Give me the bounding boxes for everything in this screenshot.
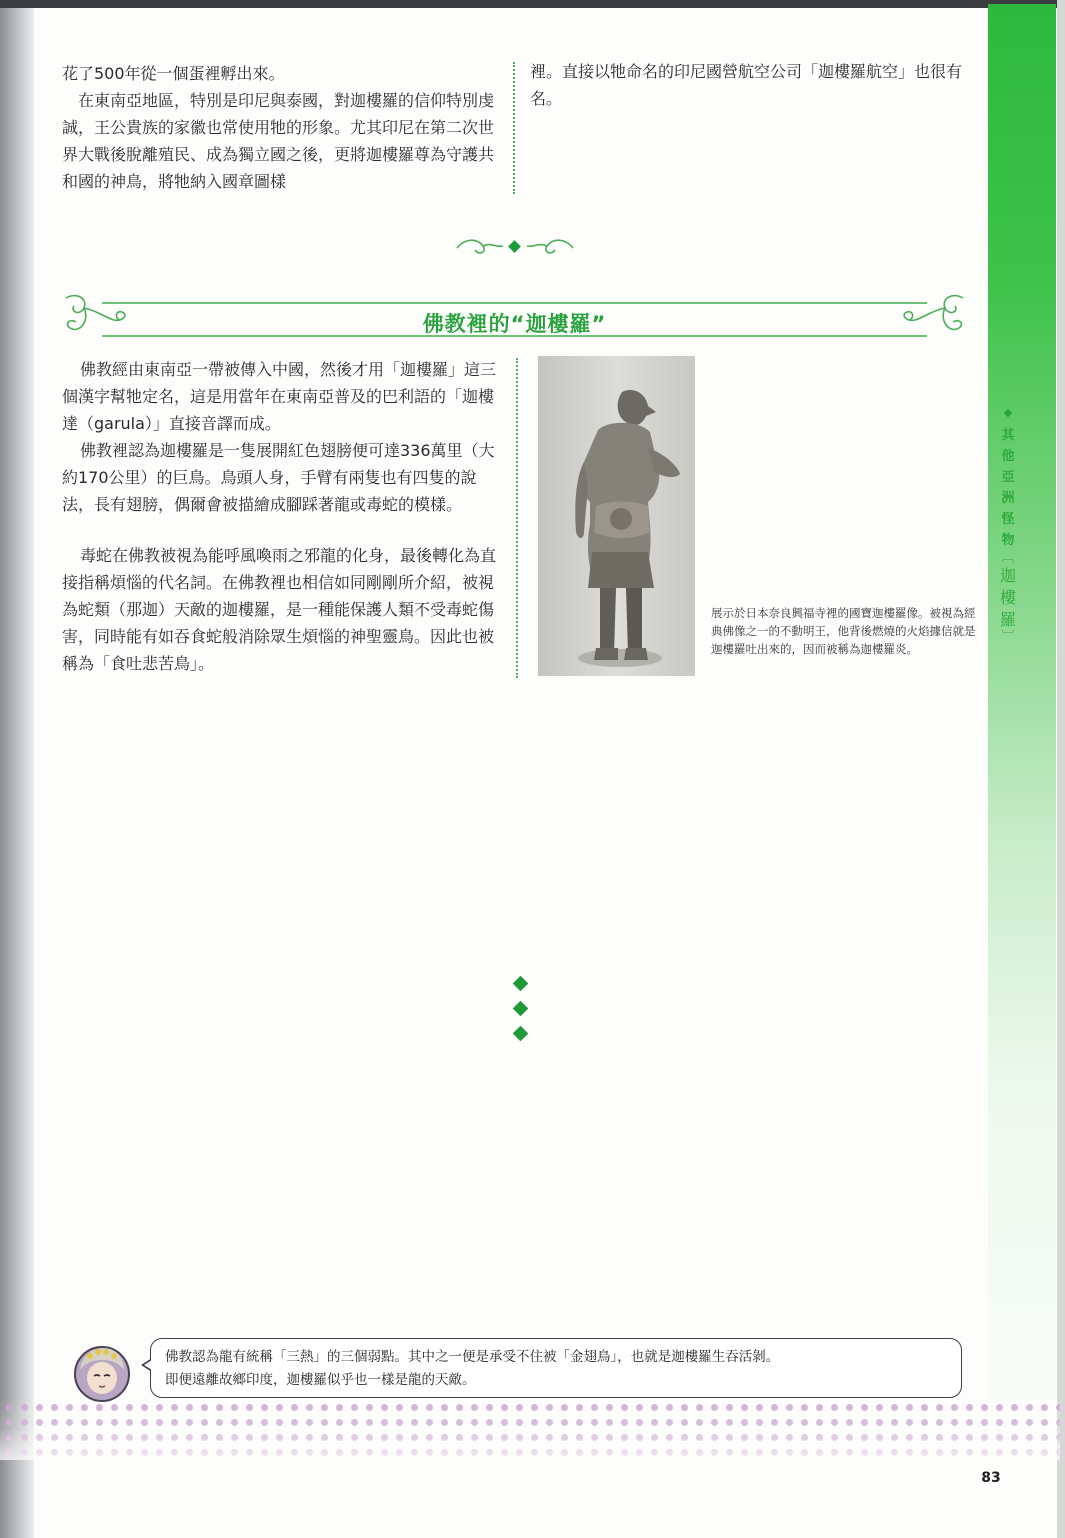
binding-shadow <box>0 0 34 1538</box>
side-nav-open-bracket: ︹ <box>1001 550 1015 565</box>
narrator-avatar <box>72 1344 132 1402</box>
tip-line: 佛教認為龍有統稱「三熱」的三個弱點。其中之一便是承受不住被「金翅鳥」，也就是迦樓羅生吞活剝。 <box>165 1349 780 1365</box>
section-title: 佛教裡的“迦樓羅” <box>422 312 607 336</box>
diamond-icon <box>513 976 529 992</box>
top-left-paragraph: 在東南亞地區，特別是印尼與泰國，對迦樓羅的信仰特別虔誠，王公貴族的家徽也常使用牠的形象。尤其印尼在第二次世界大戰後脫離殖民、成為獨立國之後，更將迦樓羅尊為守護共和國的神鳥，將牠納入國章圖樣 <box>62 91 495 191</box>
side-nav-diamond-icon: ◆ <box>1003 406 1013 419</box>
body-paragraph: 佛教經由東南亞一帶被傳入中國，然後才用「迦樓羅」這三個漢字幫牠定名，這是用當年在東南亞普及的巴利語的「迦樓達（garula）」直接音譯而成。 <box>62 360 497 433</box>
side-nav-close-bracket: ︺ <box>1001 630 1015 645</box>
side-nav-char: 亞 <box>1001 470 1015 485</box>
top-right-paragraph: 裡。直接以牠命名的印尼國營航空公司「迦樓羅航空」也很有名。 <box>530 62 963 108</box>
side-nav-subject-char: 迦 <box>999 566 1016 585</box>
side-nav-char: 其 <box>1001 428 1015 443</box>
photo-caption: 展示於日本奈良興福寺裡的國寶迦樓羅像。被視為經典佛像之一的不動明王，他背後燃燒的火焰據信就是迦樓羅吐出來的，因而被稱為迦樓羅炎。 <box>711 606 976 656</box>
side-nav-subject-char: 羅 <box>999 610 1016 629</box>
top-edge <box>0 0 1065 8</box>
section-end-diamonds <box>511 978 531 1053</box>
side-nav-char: 他 <box>1001 449 1015 464</box>
top-left-line: 花了500年從一個蛋裡孵出來。 <box>62 64 285 83</box>
side-nav-char: 物 <box>1001 533 1015 548</box>
tip-line: 即便遠離故鄉印度，迦樓羅似乎也一樣是龍的天敵。 <box>165 1372 476 1388</box>
diamond-icon <box>508 240 521 253</box>
diamond-icon <box>513 1001 529 1017</box>
column-divider <box>513 62 515 194</box>
right-edge <box>1057 0 1065 1538</box>
tip-text <box>165 1346 779 1392</box>
speech-bubble-tail-fill <box>144 1360 152 1370</box>
chapter-side-nav <box>996 402 1020 645</box>
side-nav-subject-char: 樓 <box>999 588 1016 607</box>
side-nav-char: 怪 <box>1001 512 1015 527</box>
column-divider <box>516 358 518 678</box>
garuda-statue-photo <box>538 356 695 676</box>
diamond-icon <box>513 1026 529 1042</box>
swirl-divider-ornament <box>455 234 575 260</box>
chapter-color-bar <box>988 4 1056 1399</box>
side-nav-char: 洲 <box>1001 491 1015 506</box>
dot-pattern-fade <box>0 1398 1060 1460</box>
tip-speech-bubble <box>150 1338 962 1398</box>
page-number: 83 <box>981 1470 1001 1486</box>
body-paragraph: 毒蛇在佛教被視為能呼風喚雨之邪龍的化身，最後轉化為直接指稱煩惱的代名詞。在佛教裡也相信如同剛剛所介紹，被視為蛇類（那迦）天敵的迦樓羅，是一種能保護人類不受毒蛇傷害，同時能有如吞食蛇般消除眾生煩惱的神聖靈鳥。因此也被稱為「食吐悲苦鳥」。 <box>62 546 497 673</box>
body-paragraph: 佛教裡認為迦樓羅是一隻展開紅色翅膀便可達336萬里（大約170公里）的巨鳥。鳥頭人身，手臂有兩隻也有四隻的說法，長有翅膀，偶爾會被描繪成腳踩著龍或毒蛇的模樣。 <box>62 441 495 514</box>
section-header <box>62 290 967 350</box>
